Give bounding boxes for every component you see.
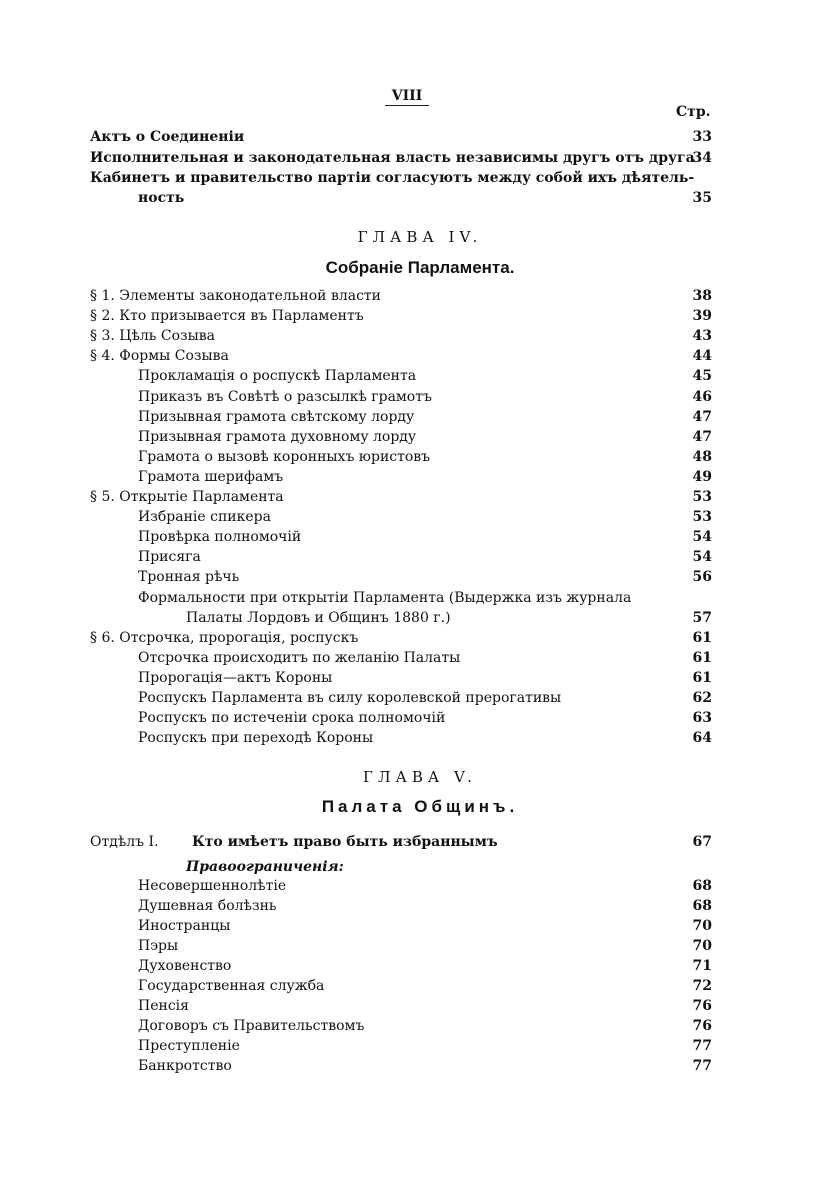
toc-row [0,306,840,326]
toc-entry-page: 38 [692,288,712,304]
toc-entry-title: § 6. Отсрочка, пророгація, роспускъ [90,629,359,646]
toc-entry-title: § 5. Открытіе Парламента [90,489,284,505]
toc-row [0,547,840,567]
toc-entry-page: 61 [692,669,712,686]
toc-row [0,447,840,467]
toc-entry-title: Пенсія [138,998,189,1014]
toc-entry-title: Присяга [138,549,201,566]
section-prefix: Отдѣлъ I. [90,834,159,850]
toc-entry-page: 61 [692,629,712,646]
toc-entry-title: Пэры [138,938,179,954]
page-column-label: Стр. [676,104,711,120]
toc-entry-page: 62 [692,690,712,706]
toc-entry-page: 43 [692,328,712,345]
toc-entry-page: 54 [692,529,712,546]
toc-entry-page: 35 [692,190,712,206]
toc-row [0,708,840,728]
toc-row [0,996,840,1016]
toc-row [0,876,840,896]
toc-entry-title: Отсрочка происходитъ по желанію Палаты [138,649,461,666]
toc-entry-title: Государственная служба [138,978,325,994]
toc-row [0,427,840,447]
section-row [0,832,840,852]
toc-row [0,588,840,608]
toc-entry-title: Прокламація о роспускѣ Парламента [138,368,417,385]
toc-row [0,507,840,527]
toc-entry-title: Избраніе спикера [138,509,271,526]
toc-entry-title: Приказъ въ Совѣтѣ о разсылкѣ грамотъ [138,388,432,405]
toc-entry-page: 54 [692,549,712,566]
toc-entry-title: Формальности при открытіи Парламента (Выдержка изъ журнала [138,589,632,606]
page-number-rule [385,105,429,106]
toc-entry-page: 45 [692,368,712,385]
toc-entry-title: Банкротство [138,1058,232,1074]
chapter-title: Палата Общинъ. [321,797,519,816]
toc-entry-title: Договоръ съ Правительствомъ [138,1018,365,1034]
subheading: Правоограниченія: [186,859,344,875]
toc-entry-title: Актъ о Соединеніи [90,129,245,145]
toc-row [0,407,840,427]
toc-entry-page: 34 [692,150,712,166]
toc-row [0,688,840,708]
toc-row [0,648,840,668]
toc-entry-page: 77 [692,1038,712,1054]
toc-row [0,487,840,507]
toc-entry-page: 33 [692,129,712,145]
page-number: VIII [391,88,423,104]
toc-entry-page: 77 [692,1058,712,1074]
toc-entry-page: 44 [692,348,712,365]
toc-entry-title: Призывная грамота духовному лорду [138,428,417,445]
toc-entry-title: Грамота о вызовѣ коронныхъ юристовъ [138,448,431,465]
toc-row [0,1056,840,1076]
chapter-label: ГЛАВА IV. [357,228,483,246]
toc-entry-page: 53 [692,509,712,526]
toc-entry-title: Тронная рѣчь [138,569,240,586]
toc-entry-page: 71 [692,958,712,974]
toc-row [0,188,840,208]
toc-entry-page: 64 [692,730,712,747]
toc-entry-title: Пророгація—актъ Короны [138,669,333,686]
toc-entry-page: 47 [692,428,712,445]
toc-entry-page: 49 [692,468,712,485]
section-title: Кто имѣетъ право быть избраннымъ [192,834,498,850]
toc-entry-title: Иностранцы [138,918,231,934]
toc-entry-title: § 3. Цѣль Созыва [90,328,216,345]
toc-entry-page: 63 [692,710,712,727]
toc-row [0,628,840,648]
toc-row [0,127,840,147]
toc-entry-title: ность [138,190,185,206]
toc-entry-page: 76 [692,998,712,1014]
toc-entry-title: Палаты Лордовъ и Общинъ 1880 г.) [186,609,451,626]
toc-row [0,976,840,996]
toc-entry-title: § 1. Элементы законодательной власти [90,288,382,304]
toc-entry-title: Грамота шерифамъ [138,468,284,485]
toc-row [0,168,840,188]
toc-row [0,387,840,407]
toc-row [0,366,840,386]
toc-row [0,956,840,976]
toc-row [0,467,840,487]
toc-row [0,527,840,547]
toc-row [0,916,840,936]
toc-row [0,608,840,628]
toc-entry-page: 70 [692,918,712,934]
toc-row [0,346,840,366]
toc-entry-title: Призывная грамота свѣтскому лорду [138,408,415,425]
toc-entry-page: 68 [692,898,712,914]
toc-row [0,728,840,748]
toc-entry-page: 53 [692,489,712,505]
toc-row [0,1036,840,1056]
section-page: 67 [692,834,712,850]
toc-row [0,567,840,587]
toc-entry-page: 61 [692,649,712,666]
subheading-row [0,857,840,877]
toc-entry-page: 56 [692,569,712,586]
toc-entry-title: Исполнительная и законодательная власть независимы другъ отъ друга [90,150,695,166]
toc-entry-title: Кабинетъ и правительство партіи согласуютъ между собой ихъ дѣятель- [90,170,695,186]
toc-entry-page: 46 [692,388,712,405]
toc-row [0,1016,840,1036]
toc-row [0,148,840,168]
toc-entry-page: 76 [692,1018,712,1034]
toc-entry-title: Провѣрка полномочій [138,529,302,546]
toc-entry-page: 39 [692,308,712,325]
chapter-label: ГЛАВА V. [363,768,477,786]
toc-entry-title: § 4. Формы Созыва [90,348,229,365]
toc-row [0,326,840,346]
toc-entry-title: Роспускъ при переходѣ Короны [138,730,374,747]
toc-entry-title: Душевная болѣзнь [138,898,277,914]
toc-row [0,668,840,688]
toc-entry-page: 70 [692,938,712,954]
toc-entry-title: Духовенство [138,958,232,974]
toc-entry-title: Преступленіе [138,1038,240,1054]
toc-entry-page: 72 [692,978,712,994]
toc-row [0,286,840,306]
toc-entry-title: § 2. Кто призывается въ Парламентъ [90,308,364,325]
chapter-title: Собраніе Парламента. [325,258,515,277]
toc-entry-title: Роспускъ по истеченіи срока полномочій [138,710,446,727]
toc-entry-title: Несовершеннолѣтіе [138,878,287,894]
toc-entry-page: 68 [692,878,712,894]
toc-entry-title: Роспускъ Парламента въ силу королевской прерогативы [138,690,562,706]
toc-entry-page: 47 [692,408,712,425]
toc-entry-page: 57 [692,609,712,626]
toc-row [0,896,840,916]
toc-row [0,936,840,956]
toc-entry-page: 48 [692,448,712,465]
